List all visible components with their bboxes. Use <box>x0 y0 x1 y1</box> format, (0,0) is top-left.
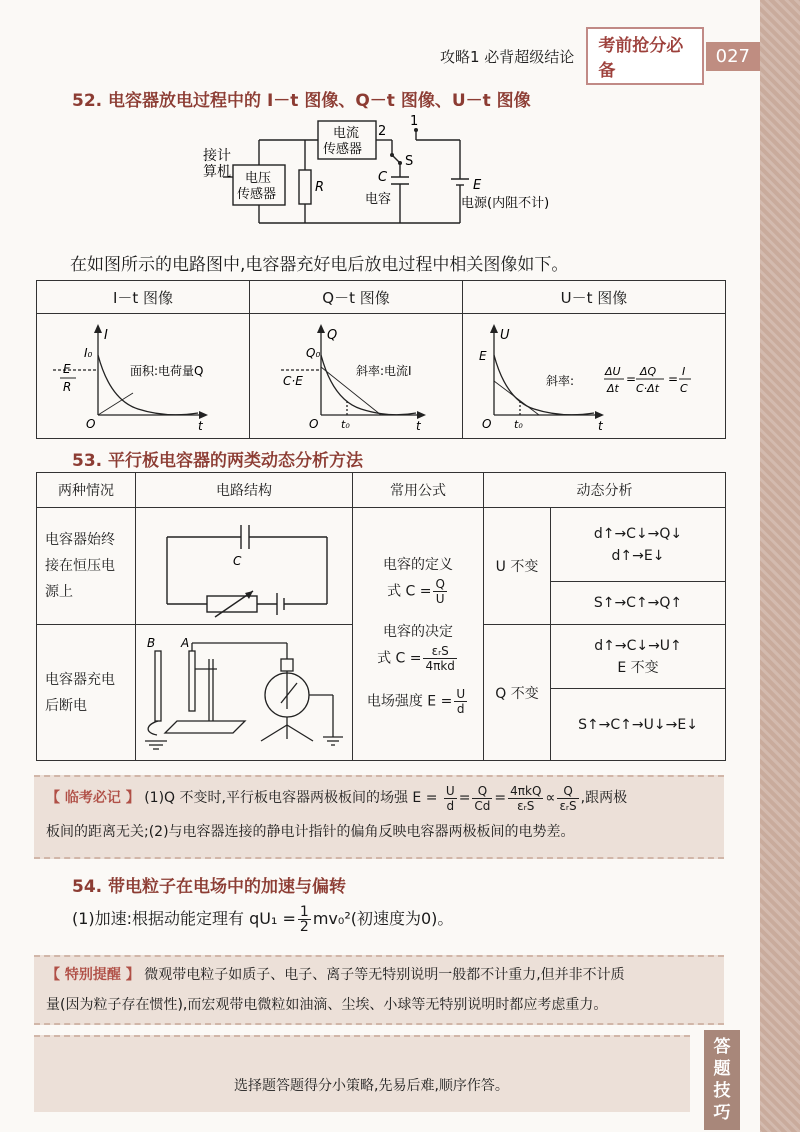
current-sensor-label-1: 电流 <box>333 126 360 141</box>
formula-def-frac <box>433 577 446 606</box>
case2-line2: 后断电 <box>45 697 87 714</box>
ut-f2d: C·Δt <box>636 382 660 395</box>
analysis-1 <box>551 508 726 582</box>
switch-terminal-1: 1 <box>410 115 419 129</box>
resistor-label: R <box>315 180 325 195</box>
source-label: 电源(内阻不计) <box>461 196 550 211</box>
header-badge: 考前抢分必备 <box>586 27 703 85</box>
memorize-part2: ,跟两极 <box>580 790 628 806</box>
note-frac2 <box>472 784 492 813</box>
header-text: 攻略1 必背超级结论 <box>440 47 575 66</box>
qt-t0: t₀ <box>341 418 350 431</box>
case-constant-voltage <box>37 508 136 625</box>
th-analysis: 动态分析 <box>484 473 726 508</box>
plate-b-label: B <box>147 635 156 650</box>
ut-xlabel: t <box>598 419 603 433</box>
graph-it <box>38 315 248 433</box>
cond-q-constant: Q 不变 <box>484 625 551 761</box>
graph-ut <box>464 315 724 433</box>
side-char-2: 题 <box>713 1059 731 1079</box>
it-frac-r: R <box>63 380 72 394</box>
intro-text: 在如图所示的电路图中,电容器充好电后放电过程中相关图像如下。 <box>70 255 569 275</box>
sec54-frac <box>298 905 311 934</box>
sec54-frac-d: 2 <box>299 919 309 935</box>
ut-f3n: I <box>682 365 686 378</box>
ut-f1n: ΔU <box>605 365 621 378</box>
page-header <box>440 36 760 81</box>
formula-def-text: 式 C = <box>387 583 432 599</box>
case1-line1: 电容器始终 <box>45 532 115 548</box>
switch-terminal-2: 2 <box>378 124 387 139</box>
reminder-line2: 量(因为粒子存在惯性),而宏观带电微粒如油滴、尘埃、小球等无特别说明时都应考虑重力。 <box>46 997 608 1013</box>
analysis-2: S↑→C↑→Q↑ <box>551 582 726 625</box>
it-note: 面积:电荷量Q <box>130 364 204 378</box>
analysis-4: S↑→C↑→U↓→E↓ <box>551 689 726 761</box>
sec54-end: mv₀²(初速度为0)。 <box>312 909 454 928</box>
circuit-constant-voltage <box>136 508 353 625</box>
it-origin: O <box>86 417 96 431</box>
reminder-tag: 【 特别提醒 】 <box>46 967 140 983</box>
formula-def-line2 <box>354 577 482 606</box>
ut-ylabel: U <box>500 328 510 343</box>
bottom-tip-text: 选择题答题得分小策略,先易后难,顺序作答。 <box>234 1078 509 1094</box>
col-it: I－t 图像 <box>37 281 250 314</box>
formula-def-line1: 电容的定义 <box>383 556 453 573</box>
memorize-tag: 【 临考必记 】 <box>46 790 140 806</box>
formula-det-text: 式 C = <box>377 650 422 666</box>
reminder-line1 <box>34 957 724 991</box>
note-eq1: = <box>458 790 471 806</box>
formula-def-num: Q <box>435 576 445 591</box>
page-number: 027 <box>706 42 760 71</box>
formula-det-frac <box>423 644 456 673</box>
side-char-1: 答 <box>713 1037 731 1057</box>
side-char-3: 技 <box>713 1081 731 1101</box>
capacitor-label: 电容 <box>365 192 392 207</box>
memorize-note <box>34 775 724 859</box>
case-disconnected <box>37 625 136 761</box>
ut-origin: O <box>482 417 492 431</box>
section-54-title: 54. 带电粒子在电场中的加速与偏转 <box>72 877 347 897</box>
th-case: 两种情况 <box>37 473 136 508</box>
graph-qt <box>251 315 461 433</box>
constant-voltage-circuit <box>137 509 351 619</box>
ut-f2n: ΔQ <box>640 365 657 378</box>
formulas-cell <box>353 508 484 761</box>
ut-t0: t₀ <box>514 418 523 431</box>
note-f3-d: εᵣS <box>517 798 535 813</box>
analysis-1-line2: d↑→E↓ <box>611 547 665 564</box>
side-char-4: 巧 <box>713 1103 731 1123</box>
th-formula: 常用公式 <box>353 473 484 508</box>
note-frac3 <box>508 784 543 813</box>
note-f4-d: εᵣS <box>559 798 577 813</box>
note-f2-n: Q <box>472 784 492 799</box>
qt-ylabel: Q <box>327 328 338 343</box>
note-f1-n: U <box>445 783 455 798</box>
col-qt: Q－t 图像 <box>250 281 463 314</box>
note-f4-n: Q <box>557 784 578 799</box>
analysis-3-line2: E 不变 <box>617 659 659 676</box>
sec54-frac-n: 1 <box>299 904 309 920</box>
ut-eq2: = <box>668 372 679 386</box>
note-prop: ∝ <box>545 790 556 806</box>
it-xlabel: t <box>198 419 203 433</box>
formula-det-num: εᵣS <box>423 644 456 659</box>
qt-origin: O <box>309 417 319 431</box>
analysis-3 <box>551 625 726 689</box>
analysis-3-line1: d↑→C↓→U↑ <box>594 637 682 654</box>
ut-e: E <box>479 349 487 363</box>
qt-left: C·E <box>283 374 303 388</box>
memorize-line2: 板间的距离无关;(2)与电容器连接的静电计指针的偏角反映电容器两极板间的电势差。 <box>46 824 575 840</box>
note-frac1 <box>444 784 457 813</box>
it-i0: I₀ <box>84 346 93 360</box>
computer-label-2: 算机 <box>203 164 231 180</box>
formula-det-den: 4πkd <box>425 658 455 673</box>
plate-a-label: A <box>181 635 190 650</box>
source-emf-label: E <box>473 178 482 193</box>
qt-q0: Q₀ <box>306 346 321 360</box>
special-reminder-note <box>34 955 724 1025</box>
reminder-text1: 微观带电粒子如质子、电子、离子等无特别说明一般都不计重力,但并非不计质 <box>144 967 625 983</box>
analysis-1-line1: d↑→C↓→Q↓ <box>593 525 683 542</box>
section-54-line <box>72 905 453 934</box>
formula-field-text: 电场强度 E = <box>366 693 453 709</box>
dynamic-analysis-table <box>36 472 726 761</box>
side-tab-label <box>704 1030 740 1130</box>
formula-field-num: U <box>456 686 466 701</box>
note-eq2: = <box>494 790 507 806</box>
memorize-part1: (1)Q 不变时,平行板电容器两极板间的场强 E = <box>144 790 438 806</box>
qt-xlabel: t <box>416 419 421 433</box>
section-53-title: 53. 平行板电容器的两类动态分析方法 <box>72 451 364 471</box>
ut-f3d: C <box>680 382 688 395</box>
it-frac-e: E <box>63 362 71 376</box>
memorize-line1 <box>34 777 724 819</box>
formula-field-den: d <box>456 701 465 716</box>
voltage-sensor-label-1: 电压 <box>245 171 272 186</box>
it-ylabel: I <box>104 328 108 343</box>
sec54-text: (1)加速:根据动能定理有 qU₁ = <box>72 909 296 928</box>
graphs-table <box>36 280 726 439</box>
switch-label: S <box>405 154 414 169</box>
ut-slope-label: 斜率: <box>546 374 575 388</box>
circuit-disconnected <box>136 625 353 761</box>
note-f2-d: Cd <box>474 798 491 813</box>
formula-def-den: U <box>435 591 445 606</box>
cond-u-constant: U 不变 <box>484 508 551 625</box>
note-f1-d: d <box>446 798 455 813</box>
formula-det-line2 <box>354 644 482 673</box>
section-52-title: 52. 电容器放电过程中的 I－t 图像、Q－t 图像、U－t 图像 <box>72 91 531 111</box>
note-frac4 <box>557 784 578 813</box>
bottom-tip-box <box>34 1035 690 1112</box>
electroscope-apparatus <box>137 629 351 753</box>
computer-label-1: 接计 <box>203 148 231 164</box>
case2-line1: 电容器充电 <box>45 671 115 688</box>
formula-det-line1: 电容的决定 <box>383 623 453 640</box>
note-f3-n: 4πkQ <box>510 783 542 798</box>
circuit-capacitor-label: C <box>233 554 242 568</box>
formula-field-frac <box>454 687 467 716</box>
case1-line3: 源上 <box>45 584 73 600</box>
discharge-circuit-diagram <box>195 115 585 230</box>
formula-field-line <box>354 687 482 716</box>
th-circuit: 电路结构 <box>136 473 353 508</box>
qt-note: 斜率:电流I <box>356 364 412 378</box>
voltage-sensor-label-2: 传感器 <box>237 187 277 202</box>
col-ut: U－t 图像 <box>463 281 726 314</box>
current-sensor-label-2: 传感器 <box>323 142 363 157</box>
ut-f1d: Δt <box>607 382 619 395</box>
case1-line2: 接在恒压电 <box>45 558 115 574</box>
capacitor-symbol-label: C <box>378 170 388 185</box>
ut-eq1: = <box>626 372 637 386</box>
